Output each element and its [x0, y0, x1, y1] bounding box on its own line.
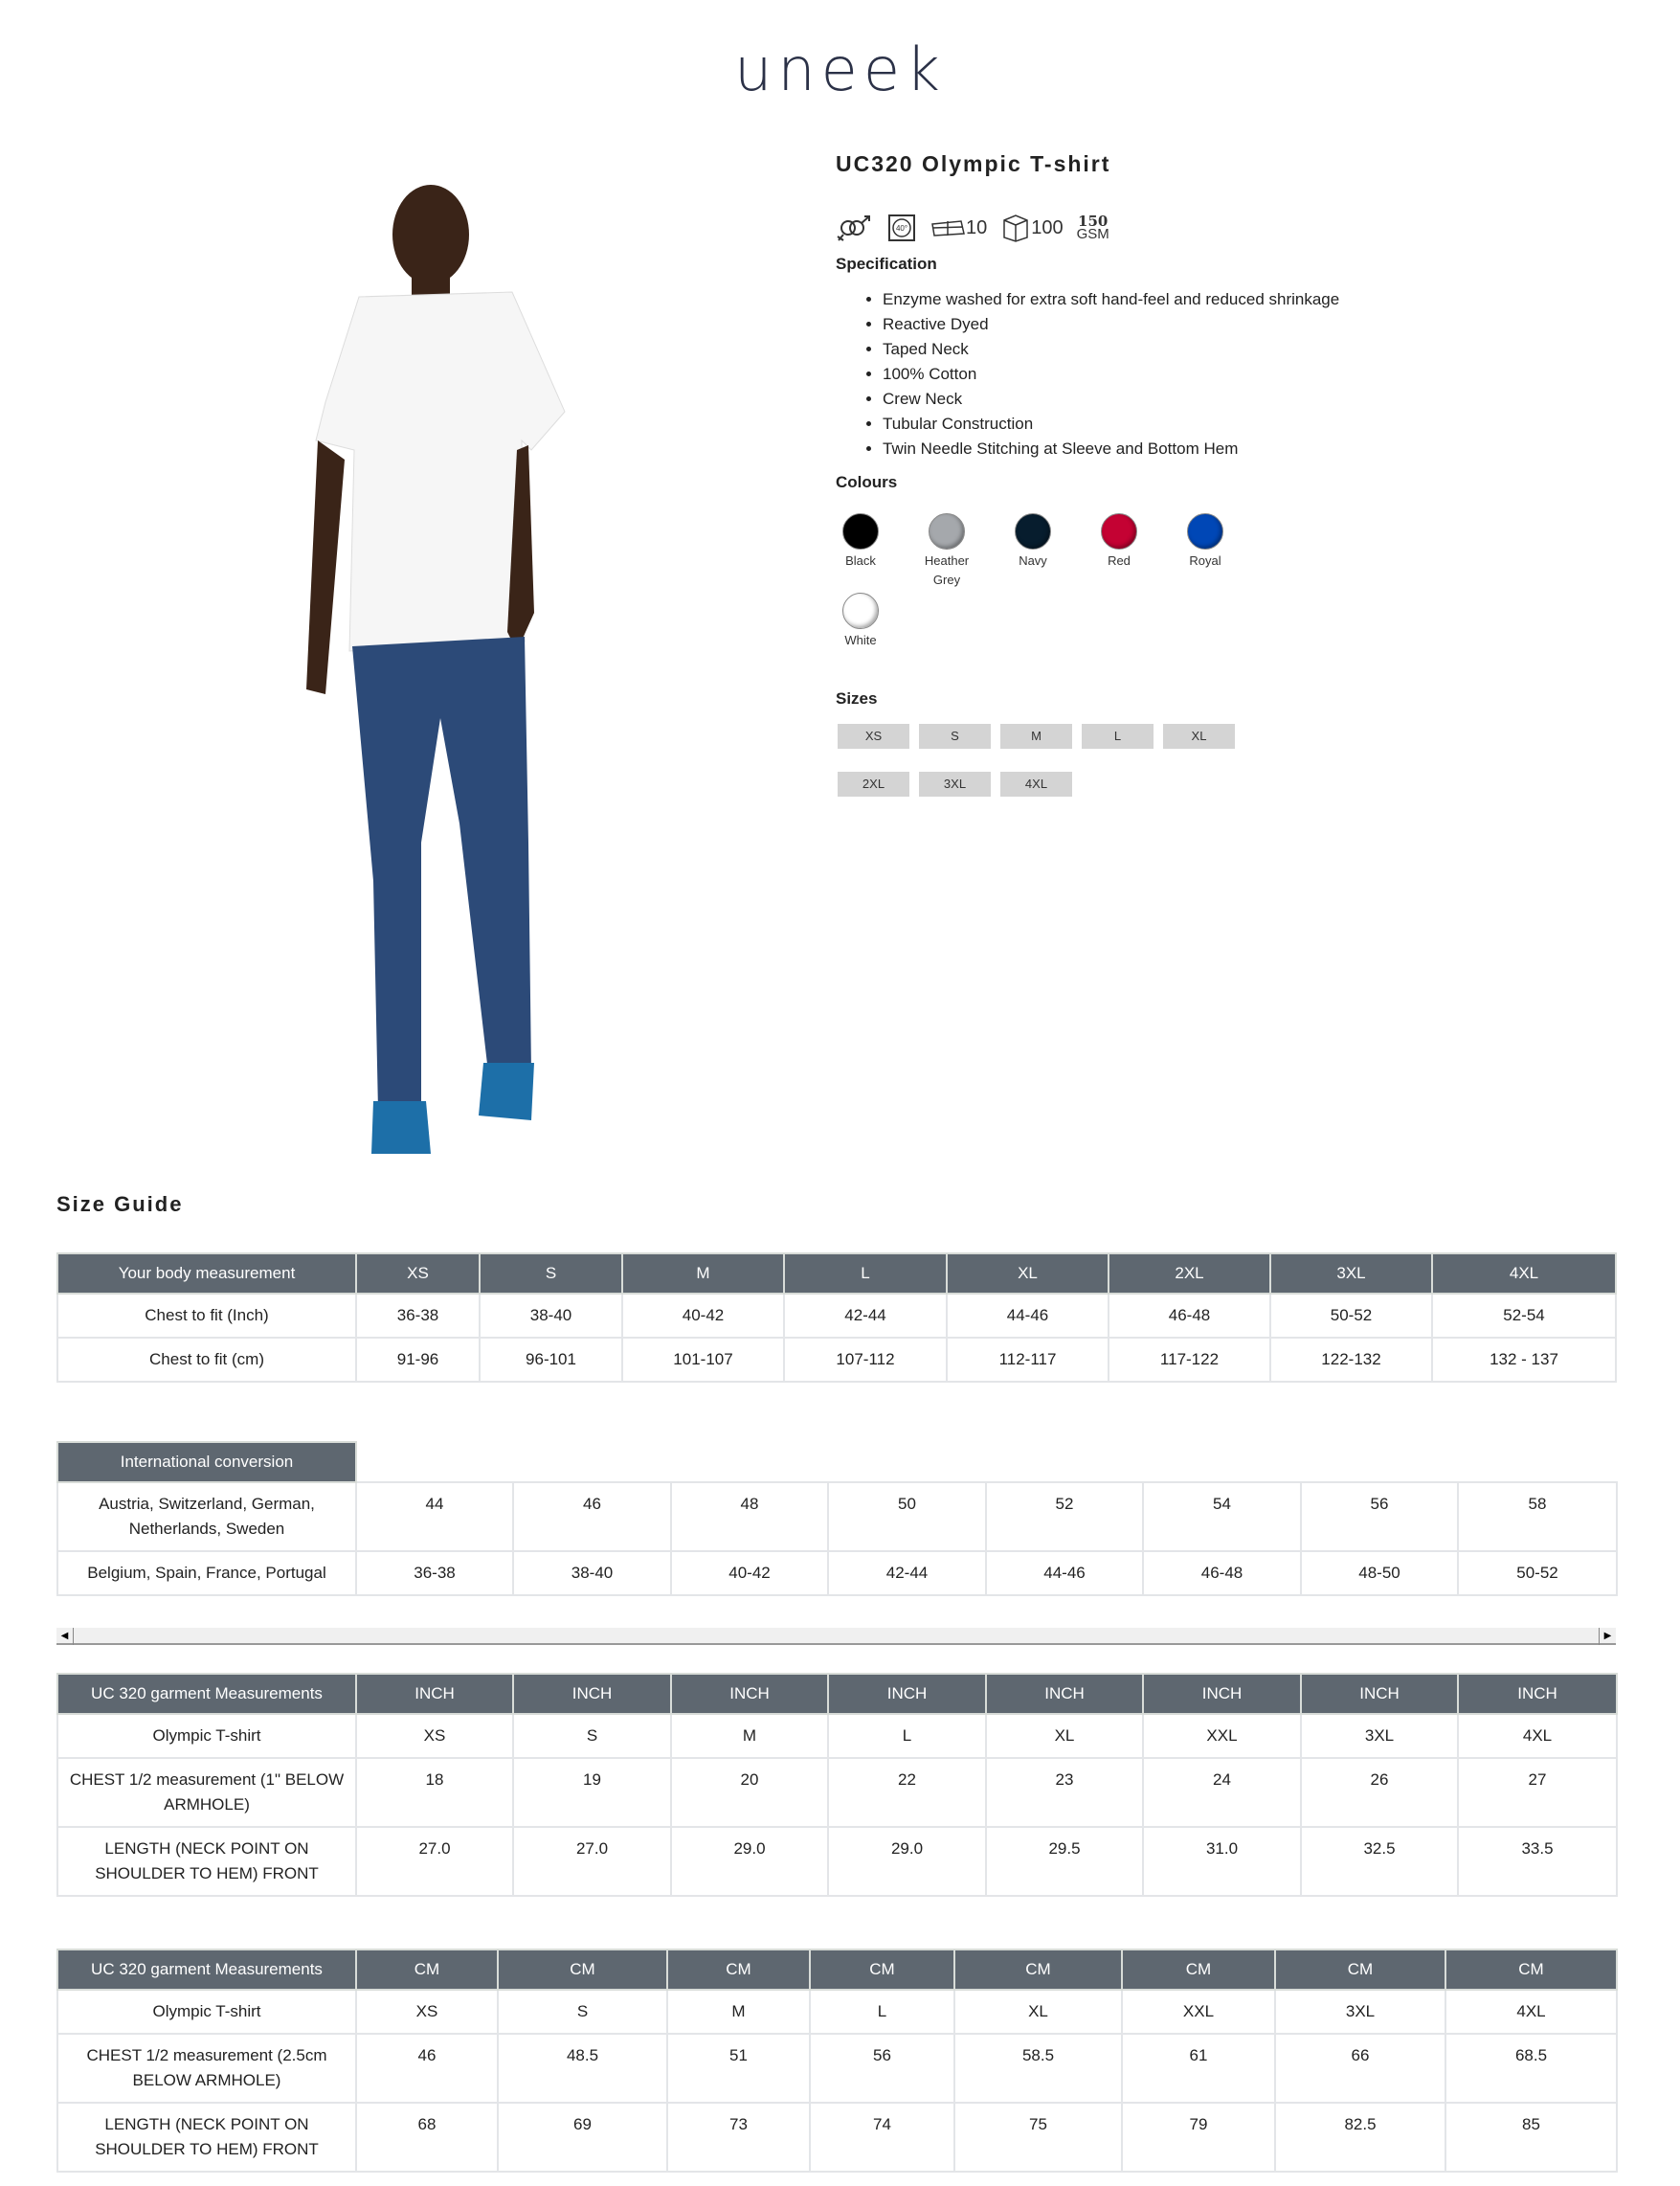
colour-swatch-royal[interactable] — [1172, 513, 1239, 571]
table-cell: 48 — [671, 1482, 828, 1551]
spec-item: • Twin Needle Stitching at Sleeve and Bottom Hem — [883, 437, 1339, 462]
table-cell: 122-132 — [1270, 1338, 1432, 1382]
size-button-4xl[interactable]: 4XL — [1000, 772, 1072, 797]
table-cell: S — [513, 1714, 671, 1758]
table-cell: XS — [356, 1714, 513, 1758]
colour-swatch-red[interactable] — [1086, 513, 1153, 571]
table-cell: 42-44 — [828, 1551, 986, 1595]
table-header-cell: XL — [947, 1253, 1109, 1294]
table-header-cell: CM — [498, 1949, 667, 1990]
colour-swatch-black[interactable] — [827, 513, 894, 571]
table-cell: 4XL — [1458, 1714, 1617, 1758]
table-cell: Olympic T-shirt — [57, 1714, 356, 1758]
table-header-cell: International conversion — [57, 1442, 356, 1482]
table-header-cell: S — [480, 1253, 622, 1294]
table-header-cell: L — [784, 1253, 947, 1294]
table-row — [57, 1294, 1616, 1338]
table-cell: 96-101 — [480, 1338, 622, 1382]
size-guide-heading: Size Guide — [56, 1192, 184, 1216]
table-cell: 20 — [671, 1758, 828, 1827]
table-cell: 27.0 — [513, 1827, 671, 1896]
spec-item: • Taped Neck — [883, 337, 1339, 362]
table-header-cell: CM — [1275, 1949, 1445, 1990]
table-header-row — [57, 1253, 1616, 1294]
gsm-value: 150 — [1078, 213, 1109, 230]
table-cell: 24 — [1143, 1758, 1301, 1827]
table-cell: 46-48 — [1109, 1294, 1270, 1338]
table-cell: 56 — [810, 2034, 954, 2103]
table-cell: 69 — [498, 2103, 667, 2172]
brand-logo: uneek — [734, 34, 946, 104]
table-header-cell: CM — [810, 1949, 954, 1990]
table-cell: 23 — [986, 1758, 1143, 1827]
table-cell: 51 — [667, 2034, 810, 2103]
table-header-cell — [1143, 1442, 1301, 1482]
table-cell: 68 — [356, 2103, 498, 2172]
table-cell: LENGTH (NECK POINT ON SHOULDER TO HEM) FRONT — [57, 1827, 356, 1896]
table-header-row — [57, 1949, 1617, 1990]
unisex-icon — [836, 214, 874, 242]
colour-dot — [842, 593, 879, 629]
table-cell: 26 — [1301, 1758, 1458, 1827]
table-cell: 31.0 — [1143, 1827, 1301, 1896]
table-cell: 38-40 — [480, 1294, 622, 1338]
table-cell: 85 — [1445, 2103, 1617, 2172]
size-table-cm — [56, 1949, 1618, 2173]
table-row — [57, 2103, 1617, 2172]
table-header-cell — [828, 1442, 986, 1482]
table-header-cell — [513, 1442, 671, 1482]
table-cell: 38-40 — [513, 1551, 671, 1595]
table-header-cell: 3XL — [1270, 1253, 1432, 1294]
spec-item: • Tubular Construction — [883, 412, 1339, 437]
gsm-icon — [1077, 214, 1109, 241]
product-title: UC320 Olympic T-shirt — [836, 151, 1111, 176]
size-button-s[interactable]: S — [919, 724, 991, 749]
sizes-heading: Sizes — [836, 689, 878, 708]
colour-dot — [842, 513, 879, 550]
table-cell: 50-52 — [1270, 1294, 1432, 1338]
colour-dot — [1015, 513, 1051, 550]
table-cell: M — [671, 1714, 828, 1758]
table-cell: 42-44 — [784, 1294, 947, 1338]
table-cell: 58 — [1458, 1482, 1617, 1551]
table-header-cell: INCH — [1143, 1674, 1301, 1714]
table-cell: L — [828, 1714, 986, 1758]
table-cell: 50-52 — [1458, 1551, 1617, 1595]
size-button-3xl[interactable]: 3XL — [919, 772, 991, 797]
table-cell: 32.5 — [1301, 1827, 1458, 1896]
wash-temp-label: 40° — [895, 224, 908, 233]
colour-swatch-navy[interactable] — [999, 513, 1066, 571]
table-row — [57, 1551, 1617, 1595]
spec-item: • Crew Neck — [883, 387, 1339, 412]
colour-label: White — [844, 633, 877, 647]
scroll-left-arrow-icon[interactable]: ◀ — [56, 1628, 74, 1645]
colour-swatch-white[interactable] — [827, 593, 894, 650]
table-header-cell: Your body measurement — [57, 1253, 356, 1294]
table-cell: 40-42 — [622, 1294, 784, 1338]
colours-heading: Colours — [836, 473, 898, 491]
table-cell: 48.5 — [498, 2034, 667, 2103]
table-header-cell: 4XL — [1432, 1253, 1616, 1294]
table-cell: Chest to fit (Inch) — [57, 1294, 356, 1338]
table-cell: Belgium, Spain, France, Portugal — [57, 1551, 356, 1595]
table-cell: XL — [954, 1990, 1122, 2034]
table-cell: 75 — [954, 2103, 1122, 2172]
table-cell: 107-112 — [784, 1338, 947, 1382]
table-header-cell: UC 320 garment Measurements — [57, 1674, 356, 1714]
table-cell: 29.0 — [671, 1827, 828, 1896]
model-photo — [278, 153, 737, 1168]
table-cell: CHEST 1/2 measurement (2.5cm BELOW ARMHOLE) — [57, 2034, 356, 2103]
table-header-cell: INCH — [513, 1674, 671, 1714]
colour-swatch-heather-grey[interactable] — [913, 513, 980, 590]
table-header-cell — [986, 1442, 1143, 1482]
table-header-cell — [671, 1442, 828, 1482]
table-header-cell: CM — [954, 1949, 1122, 1990]
colour-label: Navy — [1019, 553, 1047, 568]
table-cell: 29.5 — [986, 1827, 1143, 1896]
table-cell: XXL — [1143, 1714, 1301, 1758]
table-cell: 66 — [1275, 2034, 1445, 2103]
size-table-intl — [56, 1441, 1618, 1596]
table-cell: 101-107 — [622, 1338, 784, 1382]
table-row — [57, 1714, 1617, 1758]
table-cell: 36-38 — [356, 1551, 513, 1595]
colour-dot — [1101, 513, 1137, 550]
horizontal-scrollbar[interactable] — [56, 1628, 1616, 1645]
table-cell: CHEST 1/2 measurement (1" BELOW ARMHOLE) — [57, 1758, 356, 1827]
table-header-cell: CM — [356, 1949, 498, 1990]
table-header-cell: CM — [1122, 1949, 1275, 1990]
table-cell: 52-54 — [1432, 1294, 1616, 1338]
table-header-cell: CM — [1445, 1949, 1617, 1990]
table-cell: 74 — [810, 2103, 954, 2172]
colour-dot — [929, 513, 965, 550]
table-cell: 19 — [513, 1758, 671, 1827]
table-header-cell: INCH — [1458, 1674, 1617, 1714]
table-header-cell: INCH — [986, 1674, 1143, 1714]
table-cell: 91-96 — [356, 1338, 480, 1382]
table-cell: 48-50 — [1301, 1551, 1458, 1595]
table-row — [57, 1338, 1616, 1382]
spec-item: • 100% Cotton — [883, 362, 1339, 387]
table-cell: 117-122 — [1109, 1338, 1270, 1382]
table-cell: 68.5 — [1445, 2034, 1617, 2103]
table-header-cell — [356, 1442, 513, 1482]
table-cell: LENGTH (NECK POINT ON SHOULDER TO HEM) FRONT — [57, 2103, 356, 2172]
colour-dot — [1187, 513, 1223, 550]
table-header-cell: M — [622, 1253, 784, 1294]
table-header-cell: 2XL — [1109, 1253, 1270, 1294]
size-button-2xl[interactable]: 2XL — [838, 772, 909, 797]
pack-icon — [930, 216, 987, 239]
table-cell: 46 — [356, 2034, 498, 2103]
table-cell: 112-117 — [947, 1338, 1109, 1382]
table-cell: L — [810, 1990, 954, 2034]
table-cell: 18 — [356, 1758, 513, 1827]
table-cell: M — [667, 1990, 810, 2034]
size-button-xl[interactable]: XL — [1163, 724, 1235, 749]
table-cell: 52 — [986, 1482, 1143, 1551]
table-cell: 50 — [828, 1482, 986, 1551]
table-cell: 54 — [1143, 1482, 1301, 1551]
table-cell: 40-42 — [671, 1551, 828, 1595]
table-cell: 3XL — [1275, 1990, 1445, 2034]
scroll-right-arrow-icon[interactable]: ▶ — [1599, 1628, 1616, 1645]
size-table-inch — [56, 1673, 1618, 1897]
table-cell: 22 — [828, 1758, 986, 1827]
table-cell: 27.0 — [356, 1827, 513, 1896]
table-cell: XS — [356, 1990, 498, 2034]
colour-label: Black — [845, 553, 876, 568]
table-cell: 58.5 — [954, 2034, 1122, 2103]
table-header-cell: INCH — [356, 1674, 513, 1714]
table-cell: S — [498, 1990, 667, 2034]
specification-list — [883, 287, 1339, 462]
table-header-cell: CM — [667, 1949, 810, 1990]
size-button-m[interactable]: M — [1000, 724, 1072, 749]
table-cell: 44 — [356, 1482, 513, 1551]
product-icons — [836, 213, 1109, 243]
wash-40-icon — [887, 214, 916, 242]
table-row — [57, 1990, 1617, 2034]
table-header-cell — [1301, 1442, 1458, 1482]
box-icon — [1000, 213, 1063, 243]
table-cell: 73 — [667, 2103, 810, 2172]
table-row — [57, 2034, 1617, 2103]
table-cell: XXL — [1122, 1990, 1275, 2034]
table-header-row — [57, 1442, 1617, 1482]
table-row — [57, 1482, 1617, 1551]
table-cell: 44-46 — [986, 1551, 1143, 1595]
spec-item: • Enzyme washed for extra soft hand-feel and reduced shrinkage — [883, 287, 1339, 312]
colour-label: Royal — [1189, 553, 1221, 568]
box-quantity: 100 — [1031, 216, 1064, 238]
table-cell: 4XL — [1445, 1990, 1617, 2034]
table-cell: 82.5 — [1275, 2103, 1445, 2172]
size-button-xs[interactable]: XS — [838, 724, 909, 749]
table-cell: 56 — [1301, 1482, 1458, 1551]
table-header-row — [57, 1674, 1617, 1714]
table-cell: 46 — [513, 1482, 671, 1551]
table-cell: Austria, Switzerland, German, Netherlands, Sweden — [57, 1482, 356, 1551]
colour-label: Red — [1108, 553, 1131, 568]
table-header-cell: INCH — [1301, 1674, 1458, 1714]
spec-item: • Reactive Dyed — [883, 312, 1339, 337]
table-cell: 29.0 — [828, 1827, 986, 1896]
size-button-l[interactable]: L — [1082, 724, 1154, 749]
table-cell: 44-46 — [947, 1294, 1109, 1338]
table-header-cell: INCH — [671, 1674, 828, 1714]
table-header-cell: INCH — [828, 1674, 986, 1714]
table-cell: Olympic T-shirt — [57, 1990, 356, 2034]
pack-quantity: 10 — [966, 216, 988, 238]
specification-heading: Specification — [836, 255, 937, 273]
table-cell: 3XL — [1301, 1714, 1458, 1758]
table-cell: 132 - 137 — [1432, 1338, 1616, 1382]
table-cell: 33.5 — [1458, 1827, 1617, 1896]
table-header-cell: XS — [356, 1253, 480, 1294]
table-cell: 61 — [1122, 2034, 1275, 2103]
colour-label: Heather Grey — [924, 553, 970, 587]
size-table-body — [56, 1252, 1617, 1383]
table-header-cell — [1458, 1442, 1617, 1482]
table-header-cell: UC 320 garment Measurements — [57, 1949, 356, 1990]
table-cell: 27 — [1458, 1758, 1617, 1827]
table-cell: 79 — [1122, 2103, 1275, 2172]
table-cell: 46-48 — [1143, 1551, 1301, 1595]
table-cell: 36-38 — [356, 1294, 480, 1338]
table-cell: XL — [986, 1714, 1143, 1758]
gsm-unit: GSM — [1076, 226, 1109, 242]
table-row — [57, 1758, 1617, 1827]
table-cell: Chest to fit (cm) — [57, 1338, 356, 1382]
table-row — [57, 1827, 1617, 1896]
